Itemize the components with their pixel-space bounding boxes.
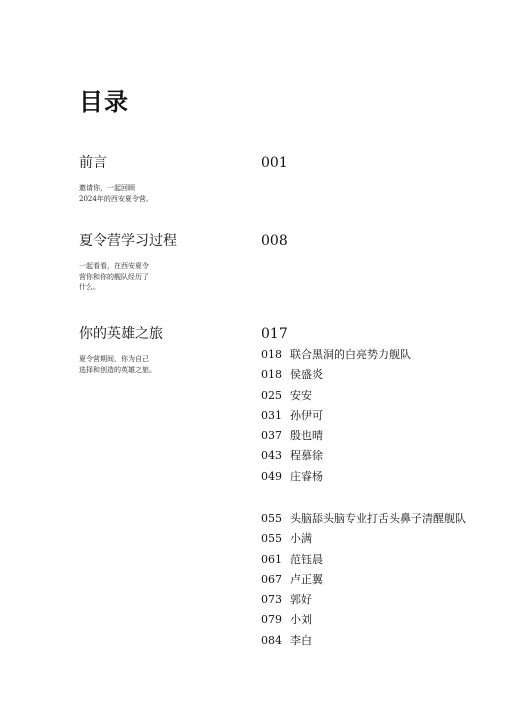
description-line: 选择和创造的英雄之旅。	[79, 365, 156, 374]
description-line: 营你和你的舰队经历了	[79, 272, 149, 281]
toc-entries-group-2	[261, 509, 501, 651]
entry-page-number: 018	[261, 348, 282, 361]
section-page-number[interactable]: 017	[261, 326, 288, 342]
entry-title: 程慕徐	[290, 449, 323, 463]
toc-entry[interactable]	[261, 529, 501, 549]
entry-title: 联合黑洞的白亮势力舰队	[290, 348, 411, 361]
entry-title: 范钰晨	[290, 552, 323, 566]
entry-page-number: 043	[261, 449, 282, 463]
entry-page-number: 079	[261, 613, 282, 627]
entry-title: 安安	[290, 388, 312, 402]
description-line: 夏令营期间，你为自己	[79, 355, 149, 363]
entry-title: 小刘	[290, 613, 312, 627]
entry-page-number: 084	[261, 633, 282, 647]
toc-entry[interactable]	[261, 365, 501, 385]
toc-entry[interactable]	[261, 345, 501, 365]
entry-page-number: 049	[261, 469, 282, 483]
entry-title: 侯盛炎	[290, 368, 323, 382]
toc-entry[interactable]	[261, 467, 501, 487]
toc-entry[interactable]	[261, 446, 501, 466]
entry-title: 头脑舔头脑专业打舌头鼻子清醒舰队	[290, 512, 466, 525]
entry-title: 卢正翼	[290, 572, 323, 586]
toc-entry[interactable]	[261, 570, 501, 590]
section-page-number[interactable]: 008	[261, 233, 288, 249]
entry-page-number: 073	[261, 593, 282, 607]
section-description	[79, 261, 189, 293]
toc-entry[interactable]	[261, 631, 501, 651]
toc-entry[interactable]	[261, 610, 501, 630]
description-line: 邀请你，一起回顾	[79, 184, 135, 192]
entry-page-number: 055	[261, 512, 282, 525]
section-description	[79, 183, 189, 204]
toc-entry[interactable]	[261, 426, 501, 446]
entry-page-number: 037	[261, 429, 282, 443]
toc-entry[interactable]	[261, 406, 501, 426]
entry-title: 殷也晴	[290, 429, 323, 443]
entry-page-number: 055	[261, 532, 282, 546]
section-description	[79, 354, 189, 375]
entry-page-number: 067	[261, 572, 282, 586]
entry-title: 庄睿杨	[290, 469, 323, 483]
entry-title: 李白	[290, 633, 312, 647]
toc-entry[interactable]	[261, 386, 501, 406]
section-title[interactable]: 夏令营学习过程	[79, 233, 177, 249]
description-line: 2024年的西安夏令营。	[79, 194, 153, 203]
toc-entry[interactable]	[261, 590, 501, 610]
section-title[interactable]: 你的英雄之旅	[79, 326, 163, 342]
page-title: 目录	[79, 87, 129, 116]
section-page-number[interactable]: 001	[261, 155, 288, 171]
toc-entry[interactable]	[261, 550, 501, 570]
entry-title: 郭好	[290, 593, 312, 607]
entry-title: 孙伊可	[290, 408, 323, 422]
entry-page-number: 018	[261, 368, 282, 382]
entry-page-number: 025	[261, 388, 282, 402]
description-line: 什么。	[79, 283, 100, 291]
entry-page-number: 061	[261, 552, 282, 566]
toc-entry[interactable]	[261, 509, 501, 529]
entry-page-number: 031	[261, 408, 282, 422]
section-title[interactable]: 前言	[79, 155, 107, 171]
entry-title: 小满	[290, 532, 312, 546]
toc-entries-group-1	[261, 345, 501, 487]
description-line: 一起看看，在西安夏令	[79, 262, 149, 270]
